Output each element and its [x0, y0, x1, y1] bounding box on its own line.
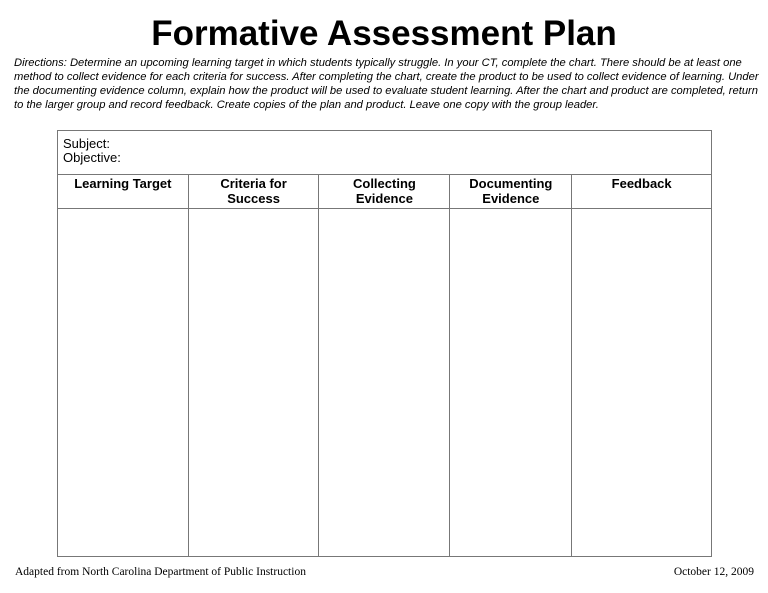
- subject-objective-cell[interactable]: [58, 131, 712, 175]
- documenting-evidence-cell[interactable]: [450, 209, 572, 557]
- collecting-evidence-cell[interactable]: [319, 209, 450, 557]
- assessment-plan-table: [57, 130, 712, 557]
- subject-label: Subject:: [63, 136, 110, 151]
- learning-target-cell[interactable]: [58, 209, 189, 557]
- header-documenting-evidence: Documenting Evidence: [450, 175, 572, 209]
- footer-date: October 12, 2009: [673, 566, 754, 578]
- criteria-for-success-cell[interactable]: [188, 209, 319, 557]
- header-criteria-for-success: Criteria for Success: [188, 175, 319, 209]
- header-feedback: Feedback: [572, 175, 712, 209]
- header-learning-target: Learning Target: [58, 175, 189, 209]
- objective-label: Objective:: [63, 149, 121, 165]
- page-title: Formative Assessment Plan: [151, 14, 617, 53]
- feedback-cell[interactable]: [572, 209, 712, 557]
- header-collecting-evidence: Collecting Evidence: [319, 175, 450, 209]
- directions-text: Directions: Determine an upcoming learning target in which students typically struggle. In your CT, complete the chart. There should be at least one method to collect evidence for each criteria for success. After completing the chart, create the product to be used to collect evidence of learning. Under the documenting evidence column, explain how the product will be used to evaluate student learning. After the chart and product are completed, return to the larger group and record feedback. Create copies of the plan and product. Leave one copy with the group leader.: [14, 57, 759, 111]
- footer-source: Adapted from North Carolina Department of Public Instruction: [15, 566, 306, 578]
